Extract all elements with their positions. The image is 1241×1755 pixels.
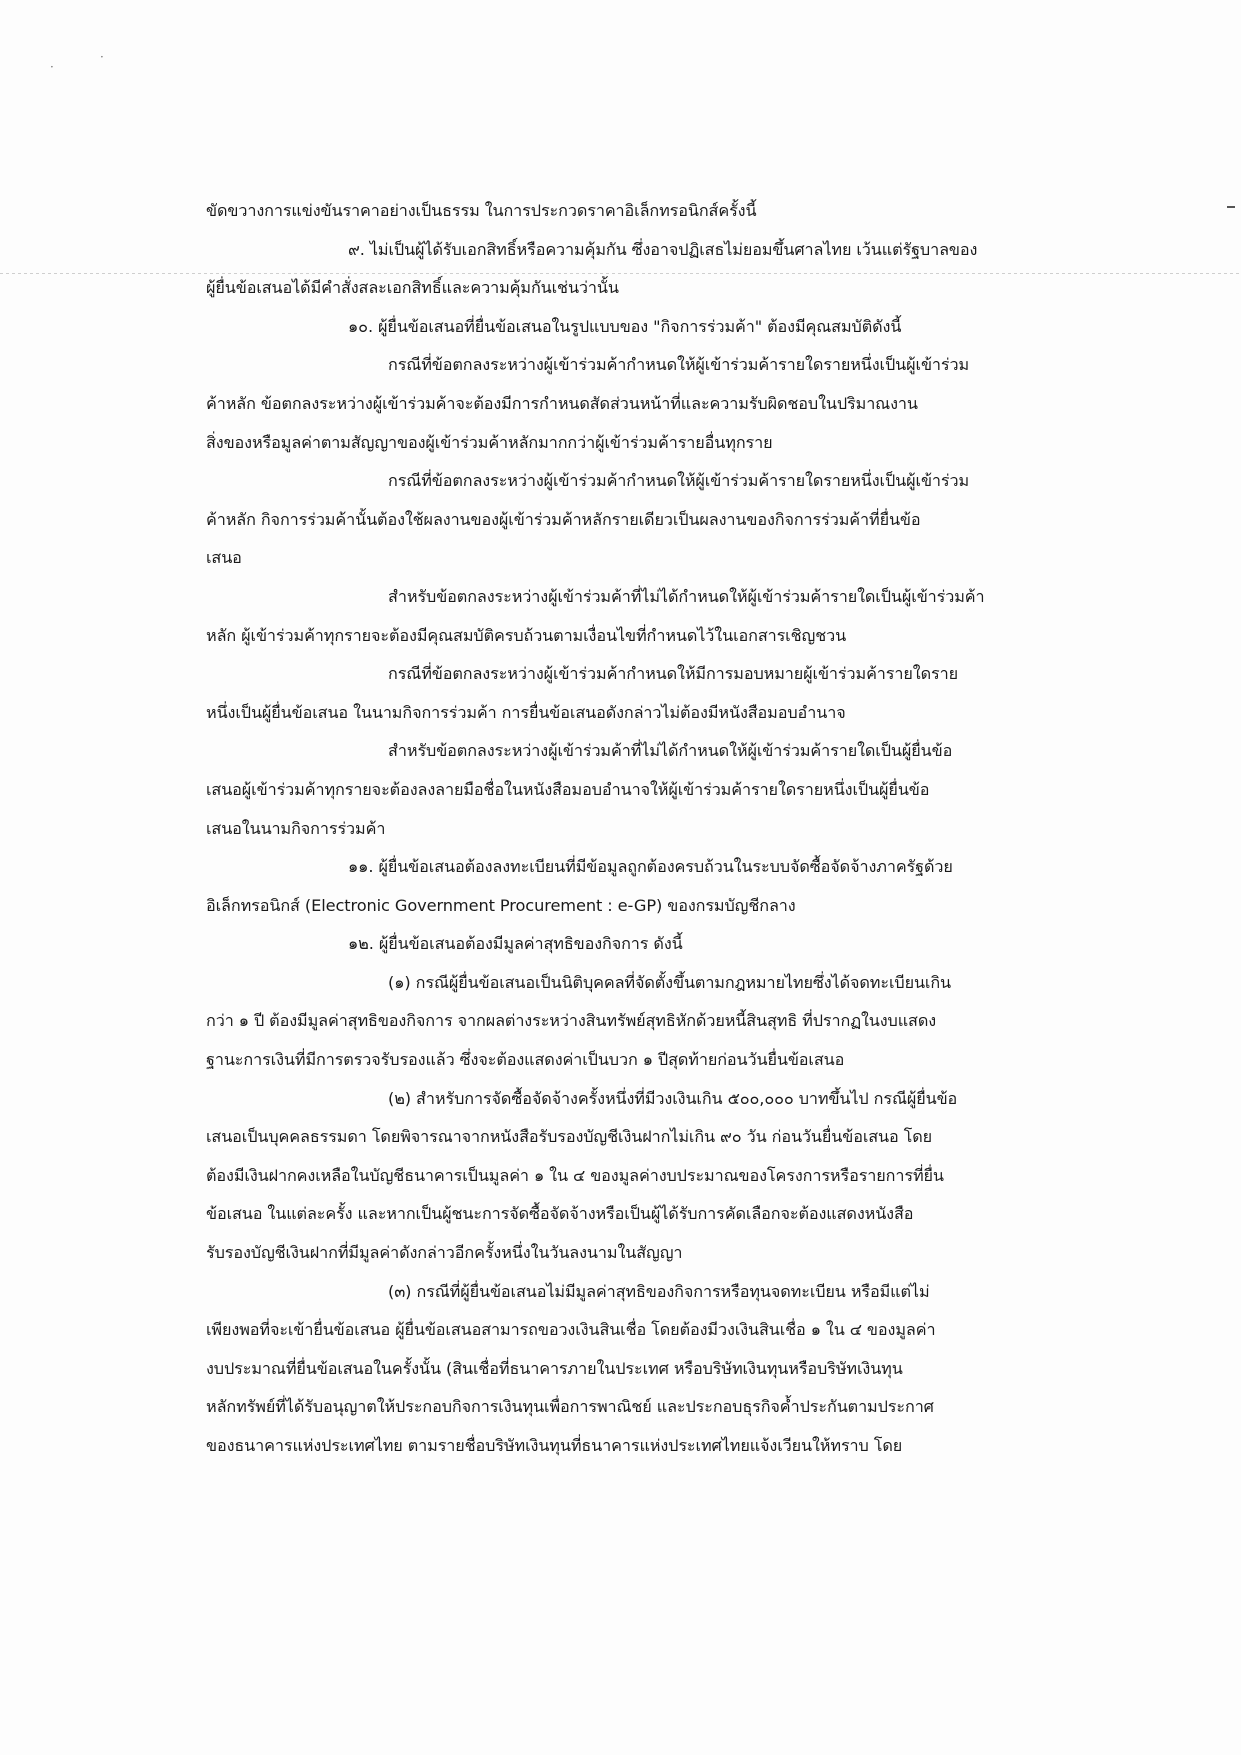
paragraph-line: ของธนาคารแห่งประเทศไทย ตามรายชื่อบริษัทเงินทุนที่ธนาคารแห่งประเทศไทยแจ้งเวียนให้ทราบ โดย: [206, 1436, 903, 1455]
paragraph-line: กว่า ๑ ปี ต้องมีมูลค่าสุทธิของกิจการ จากผลต่างระหว่างสินทรัพย์สุทธิหักด้วยหนี้สินสุทธิ ที่ปรากฏในงบแสดง: [206, 1011, 937, 1031]
paragraph-line: ๑๐. ผู้ยื่นข้อเสนอที่ยื่นข้อเสนอในรูปแบบของ "กิจการร่วมค้า" ต้องมีคุณสมบัติดังนี้: [348, 316, 902, 336]
paragraph-line: ๙. ไม่เป็นผู้ได้รับเอกสิทธิ์หรือความคุ้มกัน ซึ่งอาจปฏิเสธไม่ยอมขึ้นศาลไทย เว้นแต่รัฐบาลของ: [348, 239, 978, 259]
paragraph-line: เสนอในนามกิจการร่วมค้า: [206, 818, 386, 838]
paragraph-line: ขัดขวางการแข่งขันราคาอย่างเป็นธรรม ในการประกวดราคาอิเล็กทรอนิกส์ครั้งนี้: [206, 201, 757, 220]
paragraph-line: ๑๑. ผู้ยื่นข้อเสนอต้องลงทะเบียนที่มีข้อมูลถูกต้องครบถ้วนในระบบจัดซื้อจัดจ้างภาครัฐด้วย: [348, 857, 953, 877]
paragraph-line: รับรองบัญชีเงินฝากที่มีมูลค่าดังกล่าวอีกครั้งหนึ่งในวันลงนามในสัญญา: [206, 1243, 683, 1263]
paragraph-line: ๑๒. ผู้ยื่นข้อเสนอต้องมีมูลค่าสุทธิของกิจการ ดังนี้: [348, 934, 683, 954]
paragraph-line: (๑) กรณีผู้ยื่นข้อเสนอเป็นนิติบุคคลที่จัดตั้งขึ้นตามกฎหมายไทยซึ่งได้จดทะเบียนเกิน: [388, 972, 952, 992]
paragraph-line: (๓) กรณีที่ผู้ยื่นข้อเสนอไม่มีมูลค่าสุทธิของกิจการหรือทุนจดทะเบียน หรือมีแต่ไม่: [388, 1281, 930, 1301]
document-body: [206, 192, 1086, 1466]
paragraph-line: กรณีที่ข้อตกลงระหว่างผู้เข้าร่วมค้ากำหนดให้ผู้เข้าร่วมค้ารายใดรายหนึ่งเป็นผู้เข้าร่วม: [388, 471, 970, 491]
paragraph-line: ผู้ยื่นข้อเสนอได้มีคำสั่งสละเอกสิทธิ์และความคุ้มกันเช่นว่านั้น: [206, 278, 619, 298]
paragraph-line: เสนอเป็นบุคคลธรรมดา โดยพิจารณาจากหนังสือรับรองบัญชีเงินฝากไม่เกิน ๙๐ วัน ก่อนวันยื่นข้อเสนอ โดย: [206, 1127, 933, 1147]
paragraph-line: ข้อเสนอ ในแต่ละครั้ง และหากเป็นผู้ชนะการจัดซื้อจัดจ้างหรือเป็นผู้ได้รับการคัดเลือกจะต้องแสดงหนังสือ: [206, 1204, 914, 1224]
paragraph-line: หลักทรัพย์ที่ได้รับอนุญาตให้ประกอบกิจการเงินทุนเพื่อการพาณิชย์ และประกอบธุรกิจค้ำประกันตามประกาศ: [206, 1397, 934, 1417]
paragraph-line: กรณีที่ข้อตกลงระหว่างผู้เข้าร่วมค้ากำหนดให้ผู้เข้าร่วมค้ารายใดรายหนึ่งเป็นผู้เข้าร่วม: [388, 355, 970, 375]
scan-artifact: ·: [50, 60, 54, 74]
scan-artifact: [1227, 206, 1235, 208]
paragraph-line: ค้าหลัก ข้อตกลงระหว่างผู้เข้าร่วมค้าจะต้องมีการกำหนดสัดส่วนหน้าที่และความรับผิดชอบในปริมาณงาน: [206, 393, 918, 413]
paragraph-line: ฐานะการเงินที่มีการตรวจรับรองแล้ว ซึ่งจะต้องแสดงค่าเป็นบวก ๑ ปีสุดท้ายก่อนวันยื่นข้อเสนอ: [206, 1050, 845, 1070]
scan-artifact: ·: [100, 50, 104, 64]
paragraph-line: (๒) สำหรับการจัดซื้อจัดจ้างครั้งหนึ่งที่มีวงเงินเกิน ๕๐๐,๐๐๐ บาทขึ้นไป กรณีผู้ยื่นข้อ: [388, 1088, 958, 1108]
paragraph-line: งบประมาณที่ยื่นข้อเสนอในครั้งนั้น (สินเชื่อที่ธนาคารภายในประเทศ หรือบริษัทเงินทุนหรือบริษัทเงินทุน: [206, 1358, 903, 1378]
paragraph-line: กรณีที่ข้อตกลงระหว่างผู้เข้าร่วมค้ากำหนดให้มีการมอบหมายผู้เข้าร่วมค้ารายใดราย: [388, 664, 958, 684]
paragraph-line: ต้องมีเงินฝากคงเหลือในบัญชีธนาคารเป็นมูลค่า ๑ ใน ๔ ของมูลค่างบประมาณของโครงการหรือรายการที่ยื่น: [206, 1165, 944, 1185]
paragraph-line: สำหรับข้อตกลงระหว่างผู้เข้าร่วมค้าที่ไม่ได้กำหนดให้ผู้เข้าร่วมค้ารายใดเป็นผู้ยื่นข้อ: [388, 741, 953, 761]
paragraph-line: สำหรับข้อตกลงระหว่างผู้เข้าร่วมค้าที่ไม่ได้กำหนดให้ผู้เข้าร่วมค้ารายใดเป็นผู้เข้าร่วมค้า: [388, 586, 985, 606]
paragraph-line: ค้าหลัก กิจการร่วมค้านั้นต้องใช้ผลงานของผู้เข้าร่วมค้าหลักรายเดียวเป็นผลงานของกิจการร่วมค้าที่ยื่นข้อ: [206, 509, 921, 529]
paragraph-line: อิเล็กทรอนิกส์ (Electronic Government Procurement : e-GP) ของกรมบัญชีกลาง: [206, 895, 796, 915]
paragraph-line: เพียงพอที่จะเข้ายื่นข้อเสนอ ผู้ยื่นข้อเสนอสามารถขอวงเงินสินเชื่อ โดยต้องมีวงเงินสินเชื่อ ๑ ใน ๔ ของมูลค่า: [206, 1320, 936, 1340]
paragraph-line: เสนอ: [206, 548, 242, 568]
paragraph-line: เสนอผู้เข้าร่วมค้าทุกรายจะต้องลงลายมือชื่อในหนังสือมอบอำนาจให้ผู้เข้าร่วมค้ารายใดรายหนึ่งเป็นผู้ยื่นข้อ: [206, 779, 930, 799]
paragraph-line: หลัก ผู้เข้าร่วมค้าทุกรายจะต้องมีคุณสมบัติครบถ้วนตามเงื่อนไขที่กำหนดไว้ในเอกสารเชิญชวน: [206, 625, 847, 645]
paragraph-line: หนึ่งเป็นผู้ยื่นข้อเสนอ ในนามกิจการร่วมค้า การยื่นข้อเสนอดังกล่าวไม่ต้องมีหนังสือมอบอำนาจ: [206, 702, 846, 722]
paragraph-line: สิ่งของหรือมูลค่าตามสัญญาของผู้เข้าร่วมค้าหลักมากกว่าผู้เข้าร่วมค้ารายอื่นทุกราย: [206, 432, 773, 452]
